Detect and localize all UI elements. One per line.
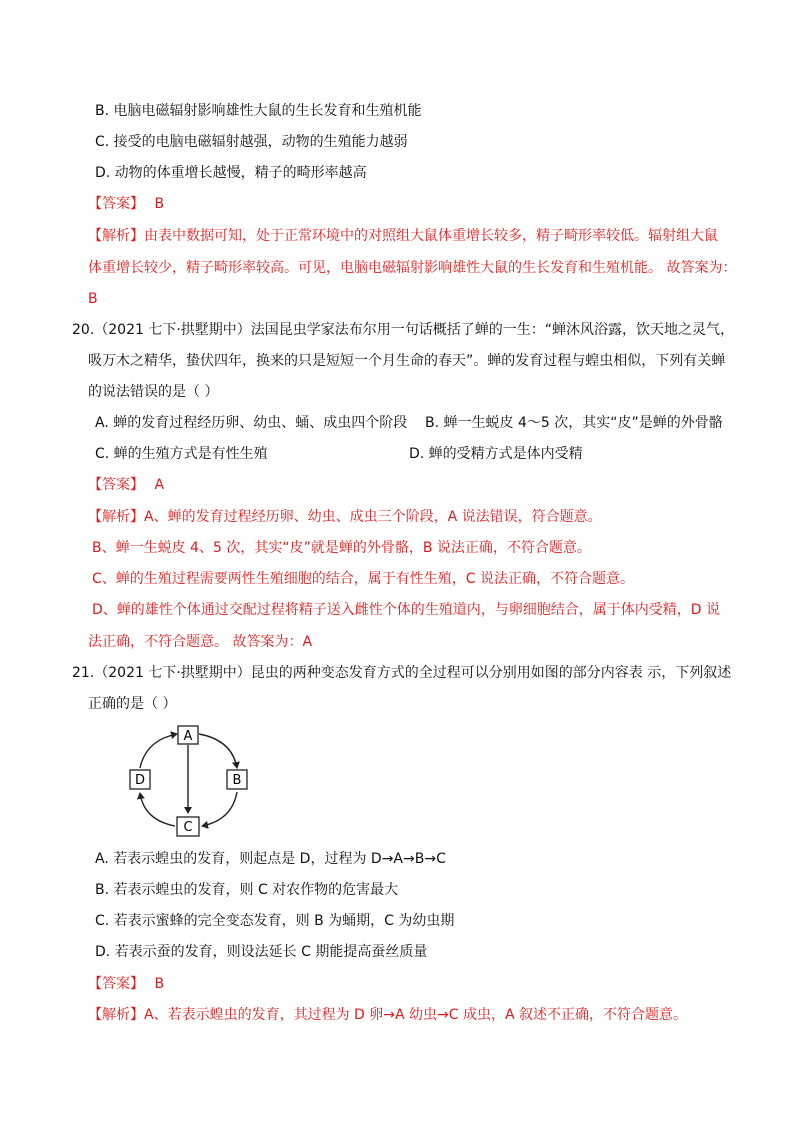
question-number: 21. [72,665,95,681]
arrow-d-to-a [140,734,177,768]
q20-stem-line-2: 吸万木之精华，蛰伏四年，换来的只是短短一个月生命的春天”。蝉的发育过程与蝗虫相似，下列有关蝉 [88,353,726,369]
node-b-label: B [232,773,242,788]
q20-option-d: D. 蝉的受精方式是体内受精 [409,446,583,462]
answer-value: B [154,196,165,212]
node-d [130,770,150,789]
answer-tag: 【答案】 [88,477,144,493]
q19-analysis-line-1 [88,226,718,246]
q21-option-c: C. 若表示蜜蜂的完全变态发育，则 B 为蛹期，C 为幼虫期 [95,913,455,929]
q20-analysis-line-d2: 法正确，不符合题意。 故答案为：A [88,634,313,650]
answer-tag: 【答案】 [88,976,144,992]
q20-analysis-line-a [88,507,602,527]
analysis-text: A、蝉的发育过程经历卵、幼虫、成虫三个阶段，A 说法错误，符合题意。 [144,509,602,525]
q19-option-c: C. 接受的电脑电磁辐射越强，动物的生殖能力越弱 [95,134,408,150]
node-c-label: C [183,820,193,835]
question-stem: （2021 七下·拱墅期中）法国昆虫学家法布尔用一句话概括了蝉的一生：“蝉沐风浴露，饮天地之灵气， [94,322,735,338]
node-a-label: A [183,729,193,744]
answer-tag: 【答案】 [88,196,144,212]
analysis-tag: 【解析】 [88,1007,144,1023]
answer-value: B [154,976,165,992]
q21-stem-line-1 [72,663,731,683]
q21-option-d: D. 若表示蚕的发育，则设法延长 C 期能提高蚕丝质量 [95,944,428,960]
q21-stem-line-2: 正确的是（ ） [88,696,177,712]
q20-analysis-line-d1: D、蝉的雄性个体通过交配过程将精子送入雌性个体的生殖道内，与卵细胞结合，属于体内受精，D 说 [92,602,721,618]
q20-analysis-line-c: C、蝉的生殖过程需要两性生殖细胞的结合，属于有性生殖，C 说法正确，不符合题意。 [92,571,634,587]
question-number: 20. [72,322,95,338]
node-c [177,817,199,836]
q21-answer-line [88,974,164,994]
q20-stem-line-1 [72,320,734,340]
development-cycle-diagram [120,722,260,840]
node-a [178,726,198,744]
node-b [227,770,247,789]
analysis-text: 由表中数据可知，处于正常环境中的对照组大鼠体重增长较多，精子畸形率较低。辐射组大鼠 [144,228,718,244]
q21-option-b: B. 若表示蝗虫的发育，则 C 对农作物的危害最大 [95,882,399,898]
q20-analysis-line-b: B、蝉一生蜕皮 4、5 次，其实“皮”就是蝉的外骨骼，B 说法正确，不符合题意。 [92,540,591,556]
q19-answer-line [88,194,164,214]
q19-analysis-line-3: B [88,291,98,307]
q20-option-a: A. 蝉的发育过程经历卵、幼虫、蛹、成虫四个阶段 [95,415,408,431]
q21-option-a: A. 若表示蝗虫的发育，则起点是 D，过程为 D→A→B→C [95,851,446,867]
q20-option-b: B. 蝉一生蜕皮 4～5 次，其实“皮”是蝉的外骨骼 [425,415,723,431]
question-stem: （2021 七下·拱墅期中）昆虫的两种变态发育方式的全过程可以分别用如图的部分内容表 示，下列叙述 [94,665,732,681]
q19-option-d: D. 动物的体重增长越慢，精子的畸形率越高 [95,165,367,181]
answer-value: A [154,477,165,493]
node-d-label: D [134,773,146,788]
q19-analysis-line-2: 体重增长较少，精子畸形率较高。可见，电脑电磁辐射影响雄性大鼠的生长发育和生殖机能。 故答案为： [88,260,737,276]
analysis-tag: 【解析】 [88,228,144,244]
analysis-text: A、若表示蝗虫的发育，其过程为 D 卵→A 幼虫→C 成虫，A 叙述不正确，不符合题意。 [144,1007,687,1023]
analysis-tag: 【解析】 [88,509,144,525]
q20-answer-line [88,475,164,495]
q21-analysis-line-a [88,1005,687,1025]
q20-option-c: C. 蝉的生殖方式是有性生殖 [95,446,268,462]
arrow-b-to-c [202,792,237,826]
q19-option-b: B. 电脑电磁辐射影响雄性大鼠的生长发育和生殖机能 [95,103,422,119]
q20-stem-line-3: 的说法错误的是（ ） [88,384,219,400]
arrow-a-to-b [199,734,237,768]
arrow-c-to-d [140,793,175,826]
